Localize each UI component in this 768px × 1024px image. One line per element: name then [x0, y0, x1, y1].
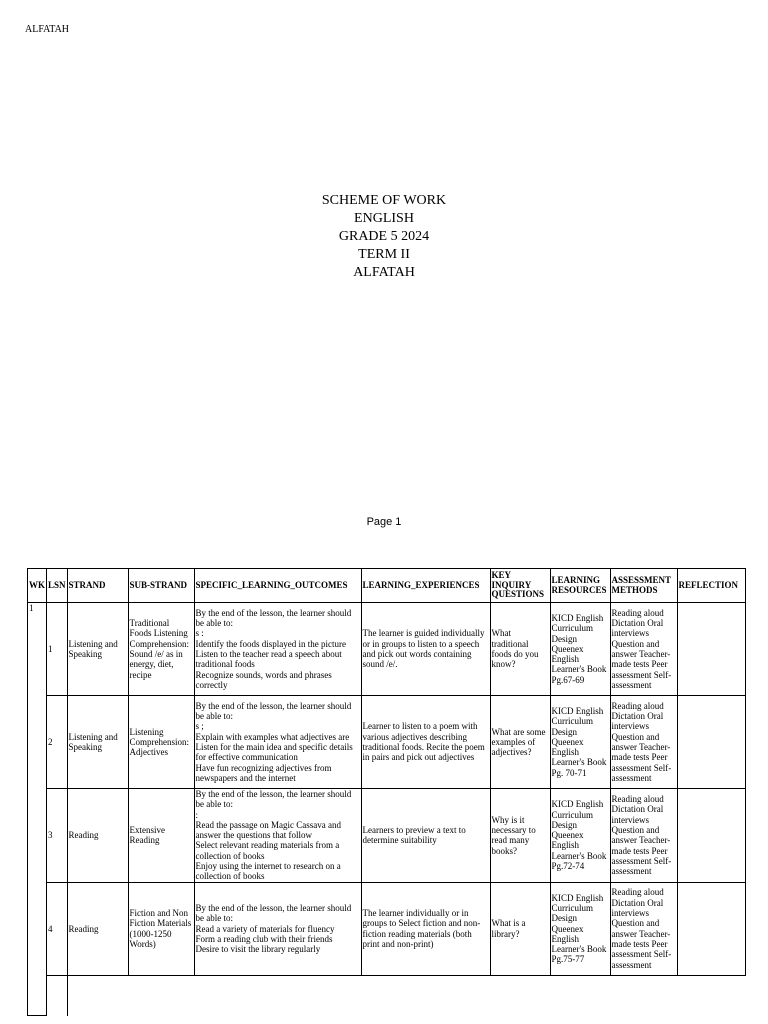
- column-header-resources: LEARNING RESOURCES: [550, 569, 610, 603]
- questions-cell: Why is it necessary to read many books?: [490, 789, 550, 883]
- column-header-lsn: LSN: [47, 569, 68, 603]
- outcome-line: Recognize sounds, words and phrases correctly: [195, 669, 332, 690]
- outcome-line: By the end of the lesson, the learner should be able to:: [195, 607, 352, 629]
- continuation-space: [67, 975, 745, 1016]
- table-row: [28, 696, 746, 789]
- outcome-line: Explain with examples what adjectives are: [195, 731, 350, 742]
- table-row-continuation: [28, 975, 746, 1016]
- title-line: TERM II: [358, 247, 410, 262]
- title-line: GRADE 5 2024: [338, 229, 430, 244]
- experiences-cell: The learner individually or in groups to Select fiction and non-fiction reading materials (both print and non-print): [361, 882, 490, 975]
- table-row: [28, 789, 746, 883]
- resources-cell: KICD English Curriculum Design Queenex English Learner's Book Pg.72-74: [550, 789, 610, 883]
- sub-strand-cell: Fiction and Non Fiction Materials (1000-1250 Words): [128, 882, 194, 975]
- document-title: [0, 192, 768, 282]
- column-header-strand: STRAND: [67, 569, 128, 603]
- week-cell: 1: [28, 603, 47, 1016]
- questions-cell: What is a library?: [490, 882, 550, 975]
- column-header-assessment: ASSESSMENT METHODS: [610, 569, 677, 603]
- strand-cell: Reading: [67, 882, 128, 975]
- sub-strand-cell: Listening Comprehension: Adjectives: [128, 696, 194, 789]
- resources-cell: KICD English Curriculum Design Queenex English Learner's Book Pg. 70-71: [550, 696, 610, 789]
- title-line: ALFATAH: [353, 265, 415, 280]
- lesson-cell: 2: [47, 696, 68, 789]
- column-header-wk: WK: [28, 569, 47, 603]
- header-label: ALFATAH: [25, 24, 70, 35]
- outcome-line: Listen for the main idea and specific details for effective communication: [195, 742, 353, 763]
- table-header-row: [28, 569, 746, 603]
- experiences-cell: Learners to preview a text to determine suitability: [361, 789, 490, 883]
- outcome-line: Select relevant reading materials from a collection of books: [195, 840, 340, 861]
- outcome-line: By the end of the lesson, the learner should be able to:: [195, 902, 352, 924]
- lesson-cell: 4: [47, 882, 68, 975]
- lesson-cell: 1: [47, 603, 68, 696]
- outcomes-cell: [194, 789, 361, 883]
- resources-cell: KICD English Curriculum Design Queenex English Learner's Book Pg.67-69: [550, 603, 610, 696]
- lesson-cell: 3: [47, 789, 68, 883]
- reflection-cell: [677, 696, 745, 789]
- column-header-outcomes: SPECIFIC_LEARNING_OUTCOMES: [194, 569, 361, 603]
- table-row: [28, 882, 746, 975]
- column-header-reflection: REFLECTION: [677, 569, 745, 603]
- outcome-line: Desire to visit the library regularly: [195, 944, 321, 955]
- assessment-cell: Reading aloud Dictation Oral interviews Question and answer Teacher-made tests Peer assessment Self-assessment: [610, 696, 677, 789]
- lesson-cell-continuation: [47, 975, 68, 1016]
- strand-cell: Listening and Speaking: [67, 603, 128, 696]
- outcomes-cell: [194, 603, 361, 696]
- resources-cell: KICD English Curriculum Design Queenex English Learner's Book Pg.75-77: [550, 882, 610, 975]
- reflection-cell: [677, 789, 745, 883]
- outcome-line: By the end of the lesson, the learner should be able to:: [195, 700, 352, 722]
- outcome-line: Form a reading club with their friends: [195, 933, 333, 944]
- strand-cell: Listening and Speaking: [67, 696, 128, 789]
- title-line: ENGLISH: [354, 211, 414, 226]
- outcomes-cell: [194, 696, 361, 789]
- questions-cell: What are some examples of adjectives?: [490, 696, 550, 789]
- outcome-line: :: [195, 809, 199, 820]
- outcome-line: Have fun recognizing adjectives from newspapers and the internet: [195, 762, 332, 783]
- outcome-line: Read a variety of materials for fluency: [195, 923, 335, 934]
- outcome-line: By the end of the lesson, the learner should be able to:: [195, 789, 352, 810]
- strand-cell: Reading: [67, 789, 128, 883]
- outcome-line: Identify the foods displayed in the picture: [195, 638, 346, 649]
- sub-strand-cell: Extensive Reading: [128, 789, 194, 883]
- assessment-cell: Reading aloud Dictation Oral interviews Question and answer Teacher-made tests Peer assessment Self-assessment: [610, 882, 677, 975]
- sub-strand-cell: Traditional Foods Listening Comprehension: Sound /e/ as in energy, diet, recipe: [128, 603, 194, 696]
- reflection-cell: [677, 882, 745, 975]
- outcome-line: Read the passage on Magic Cassava and answer the questions that follow: [195, 819, 341, 841]
- column-header-sub-strand: SUB-STRAND: [128, 569, 194, 603]
- outcomes-cell: [194, 882, 361, 975]
- questions-cell: What traditional foods do you know?: [490, 603, 550, 696]
- scheme-of-work-table: [27, 568, 746, 1016]
- table-row: [28, 603, 746, 696]
- outcome-line: Enjoy using the internet to research on a collection of books: [195, 861, 341, 882]
- column-header-experiences: LEARNING_EXPERIENCES: [361, 569, 490, 603]
- reflection-cell: [677, 603, 745, 696]
- experiences-cell: The learner is guided individually or in groups to listen to a speech and pick out words containing sound /e/.: [361, 603, 490, 696]
- assessment-cell: Reading aloud Dictation Oral interviews Question and answer Teacher-made tests Peer assessment Self-assessment: [610, 603, 677, 696]
- column-header-questions: KEY INQUIRY QUESTIONS: [490, 569, 550, 603]
- title-line: SCHEME OF WORK: [321, 193, 447, 208]
- outcome-line: s ;: [195, 721, 204, 732]
- outcome-line: Listen to the teacher read a speech about traditional foods: [195, 649, 342, 670]
- outcome-line: s :: [195, 628, 204, 639]
- experiences-cell: Learner to listen to a poem with various adjectives describing traditional foods. Recite the poem in pairs and pick out adjectives: [361, 696, 490, 789]
- page-number: Page 1: [366, 516, 402, 528]
- assessment-cell: Reading aloud Dictation Oral interviews Question and answer Teacher-made tests Peer assessment Self-assessment: [610, 789, 677, 883]
